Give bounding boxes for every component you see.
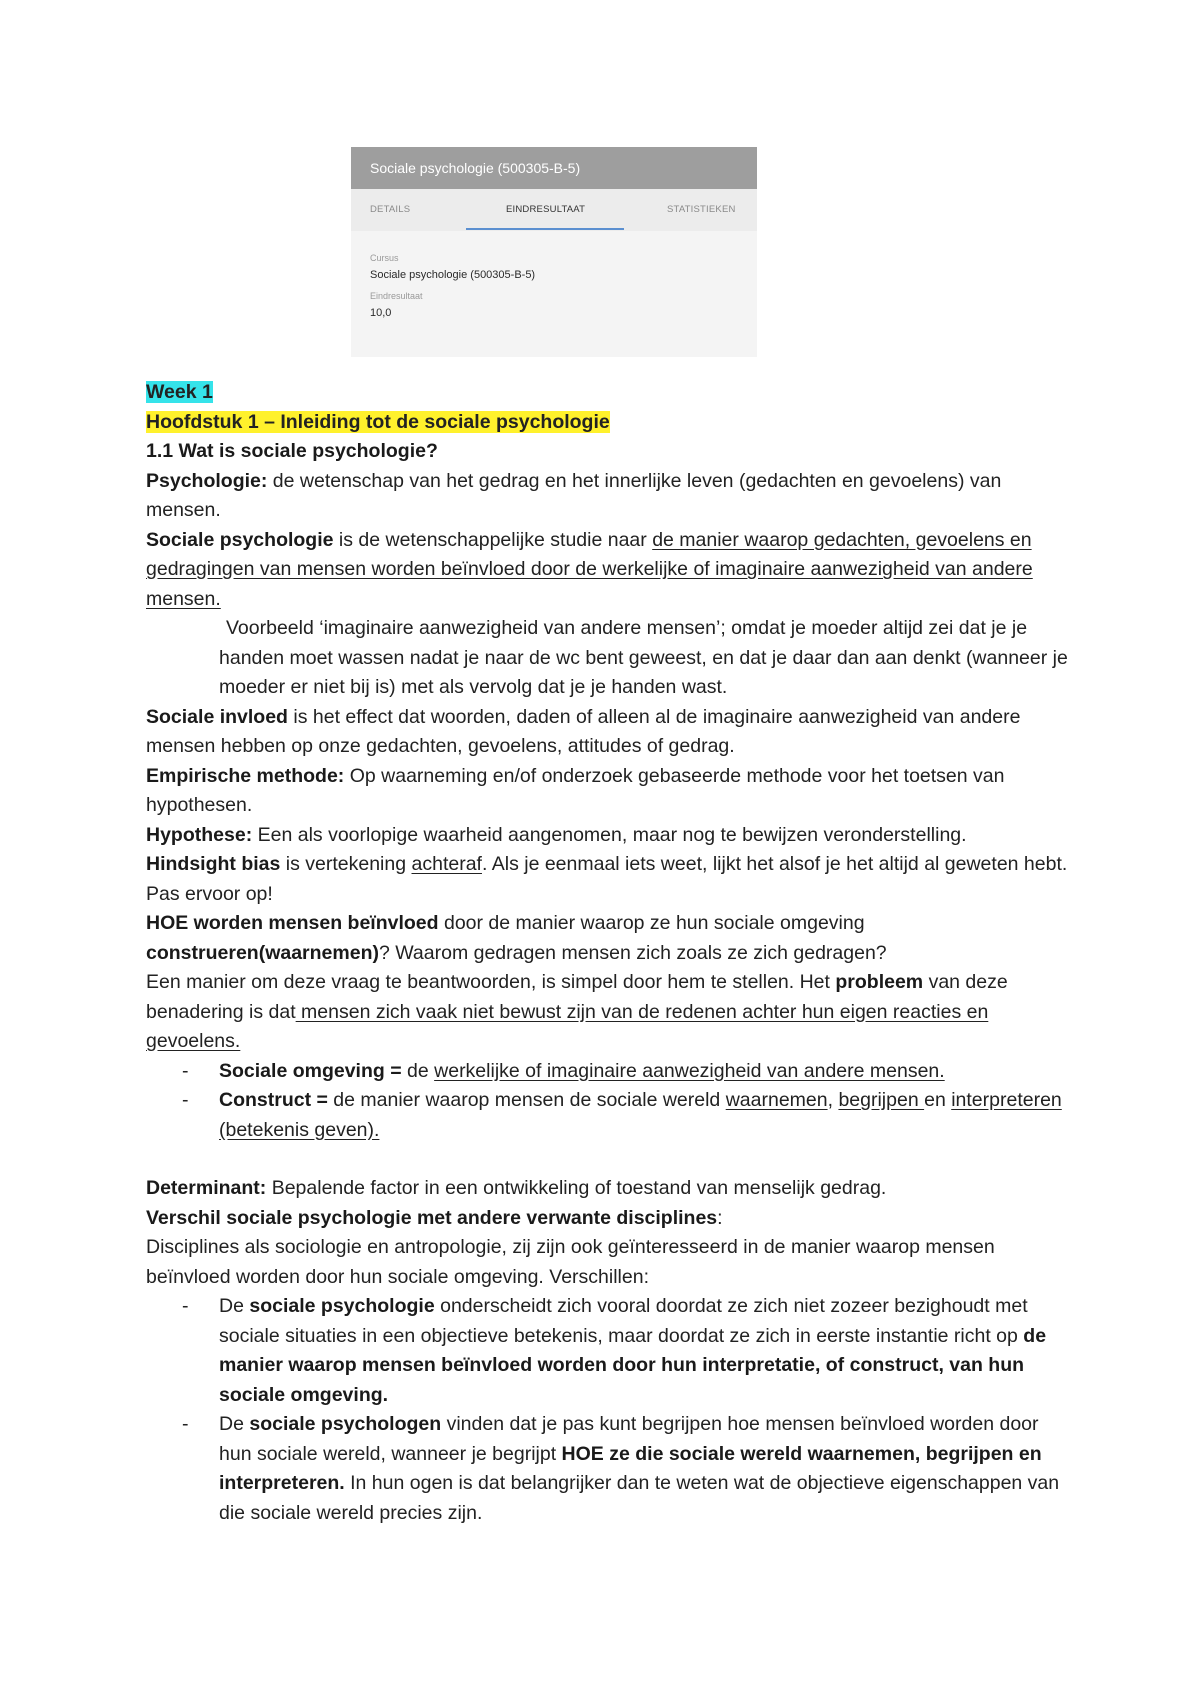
problem-paragraph: Een manier om deze vraag te beantwoorden, is simpel door hem te stellen. Het probleem van deze benadering is dat mensen zich vaak niet bewust zijn van de redenen achter hun eigen reacties en gevoelens.: [146, 971, 1008, 1052]
question-paragraph: HOE worden mensen beïnvloed door de manier waarop ze hun sociale omgeving construeren(waarnemen)? Waarom gedragen mensen zich zoals ze zich gedragen?: [146, 912, 887, 964]
definition-hindsight-bias: Hindsight bias is vertekening achteraf. Als je eenmaal iets weet, lijkt het alsof je het altijd al geweten hebt. Pas ervoor op!: [146, 853, 1068, 905]
card-title: Sociale psychologie (500305-B-5): [351, 147, 757, 189]
document-body: [146, 378, 1076, 1528]
definition-list: [146, 1057, 1076, 1146]
grade-card: [351, 147, 757, 357]
differences-heading: Verschil sociale psychologie met andere verwante disciplines:: [146, 1206, 723, 1229]
definition-determinant: Determinant: Bepalende factor in een ontwikkeling of toestand van menselijk gedrag.: [146, 1177, 887, 1199]
tab-eindresultaat[interactable]: EINDRESULTAAT: [506, 204, 586, 215]
list-item-sociale-omgeving: - Sociale omgeving = de werkelijke of imaginaire aanwezigheid van andere mensen.: [146, 1057, 1076, 1087]
section-heading: 1.1 Wat is sociale psychologie?: [146, 440, 438, 462]
field-label-cursus: Cursus: [370, 253, 399, 263]
definition-hypothese: Hypothese: Een als voorlopige waarheid aangenomen, maar nog te bewijzen veronderstelling.: [146, 823, 967, 846]
card-tab-bar: [351, 189, 757, 231]
definition-psychologie: Psychologie: de wetenschap van het gedrag en het innerlijke leven (gedachten en gevoelens) van mensen.: [146, 469, 1002, 521]
list-item-sociale-psychologen: - De sociale psychologen vinden dat je pas kunt begrijpen hoe mensen beïnvloed worden door hun sociale wereld, wanneer je begrijpt HOE ze die sociale wereld waarnemen, begrijpen en interpreteren. In hun ogen is dat belangrijker dan te weten wat de objectieve eigenschappen van die sociale wereld precies zijn.: [146, 1410, 1076, 1528]
list-item-construct: - Construct = de manier waarop mensen de sociale wereld waarnemen, begrijpen en interpreteren (betekenis geven).: [146, 1086, 1076, 1145]
definition-sociale-psychologie: Sociale psychologie is de wetenschappelijke studie naar de manier waarop gedachten, gevoelens en gedragingen van mensen worden beïnvloed door de werkelijke of imaginaire aanwezigheid van andere mensen.: [146, 528, 1033, 610]
definition-empirische-methode: Empirische methode: Op waarneming en/of onderzoek gebaseerde methode voor het toetsen van hypothesen.: [146, 764, 1005, 816]
field-value-eindresultaat: 10,0: [370, 307, 392, 319]
blank-line: [146, 1145, 1076, 1174]
differences-intro: Disciplines als sociologie en antropologie, zij zijn ook geïnteresseerd in de manier waarop mensen beïnvloed worden door hun sociale omgeving. Verschillen:: [146, 1236, 995, 1288]
tab-statistieken[interactable]: STATISTIEKEN: [667, 204, 736, 215]
differences-list: [146, 1292, 1076, 1528]
field-label-eindresultaat: Eindresultaat: [370, 291, 423, 301]
field-value-cursus: Sociale psychologie (500305-B-5): [370, 269, 536, 281]
list-item-sociale-psychologie: - De sociale psychologie onderscheidt zich vooral doordat ze zich niet zozeer bezighoudt met sociale situaties in een objectieve betekenis, maar doordat ze zich in eerste instantie richt op de manier waarop mensen beïnvloed worden door hun interpretatie, of construct, van hun sociale omgeving.: [146, 1292, 1076, 1410]
chapter-heading: Hoofdstuk 1 – Inleiding tot de sociale psychologie: [146, 410, 610, 433]
example-paragraph: Voorbeeld ‘imaginaire aanwezigheid van andere mensen’; omdat je moeder altijd zei dat je je handen moet wassen nadat je naar de wc bent geweest, en dat je daar dan aan denkt (wanneer je moeder er niet bij is) met als vervolg dat je je handen wast.: [219, 617, 1068, 698]
tab-details[interactable]: DETAILS: [370, 204, 411, 215]
card-body: [351, 231, 757, 319]
definition-sociale-invloed: Sociale invloed is het effect dat woorden, daden of alleen al de imaginaire aanwezigheid van andere mensen hebben op onze gedachten, gevoelens, attitudes of gedrag.: [146, 705, 1021, 757]
week-heading: Week 1: [146, 381, 213, 403]
active-tab-indicator: [466, 228, 624, 230]
